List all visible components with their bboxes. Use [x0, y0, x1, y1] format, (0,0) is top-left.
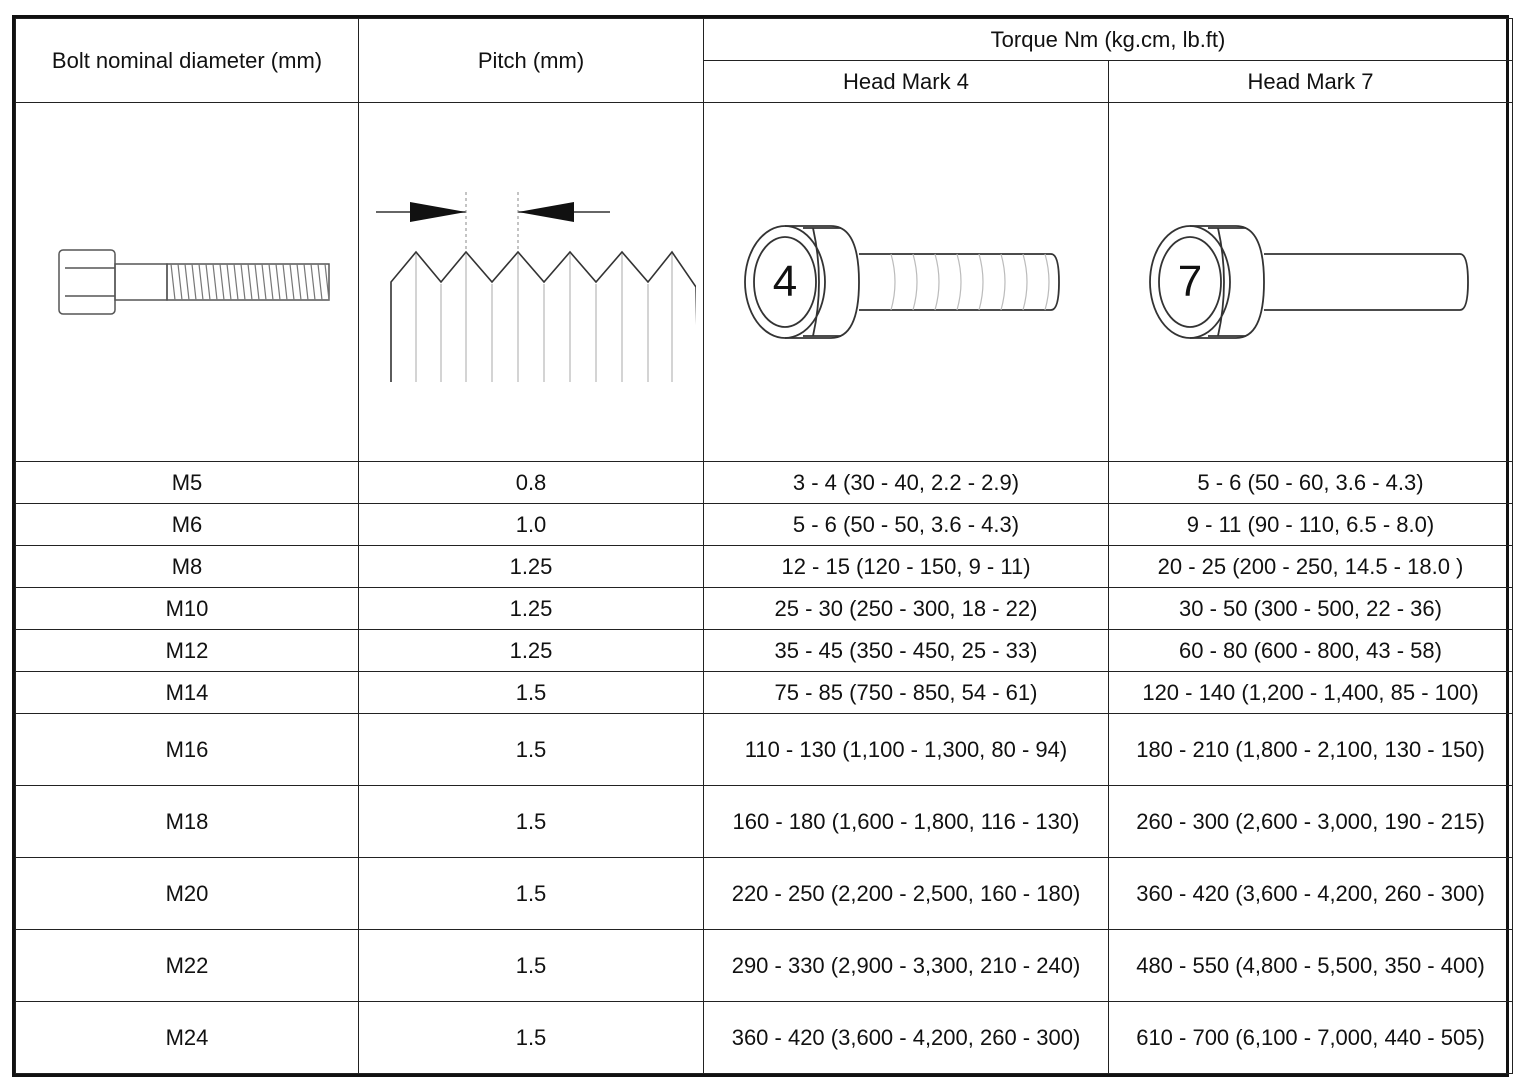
table-row	[16, 858, 1513, 930]
cell-torque-head-mark-4: 5 - 6 (50 - 50, 3.6 - 4.3)	[704, 504, 1109, 546]
thread-pitch-diagram	[366, 182, 696, 382]
cell-bolt-diameter: M22	[16, 930, 359, 1002]
cell-torque-head-mark-4: 35 - 45 (350 - 450, 25 - 33)	[704, 630, 1109, 672]
cell-bolt-diameter: M24	[16, 1002, 359, 1074]
table-row	[16, 630, 1513, 672]
cell-torque-head-mark-4: 75 - 85 (750 - 850, 54 - 61)	[704, 672, 1109, 714]
cell-pitch: 1.5	[359, 672, 704, 714]
table-row	[16, 504, 1513, 546]
cell-bolt-diameter: M16	[16, 714, 359, 786]
header-head-mark-7: Head Mark 7	[1109, 61, 1513, 103]
cell-torque-head-mark-4: 3 - 4 (30 - 40, 2.2 - 2.9)	[704, 462, 1109, 504]
cell-pitch: 1.5	[359, 714, 704, 786]
cell-torque-head-mark-7: 20 - 25 (200 - 250, 14.5 - 18.0 )	[1109, 546, 1513, 588]
cell-bolt-diameter: M20	[16, 858, 359, 930]
cell-torque-head-mark-4: 220 - 250 (2,200 - 2,500, 160 - 180)	[704, 858, 1109, 930]
cell-torque-head-mark-7: 120 - 140 (1,200 - 1,400, 85 - 100)	[1109, 672, 1513, 714]
table-row	[16, 546, 1513, 588]
table-row	[16, 462, 1513, 504]
cell-bolt-diameter: M6	[16, 504, 359, 546]
cell-bolt-diameter: M10	[16, 588, 359, 630]
cell-torque-head-mark-4: 360 - 420 (3,600 - 4,200, 260 - 300)	[704, 1002, 1109, 1074]
cell-torque-head-mark-7: 260 - 300 (2,600 - 3,000, 190 - 215)	[1109, 786, 1513, 858]
cell-bolt-diameter: M12	[16, 630, 359, 672]
header-torque: Torque Nm (kg.cm, lb.ft)	[704, 19, 1513, 61]
cell-pitch: 1.25	[359, 588, 704, 630]
cell-bolt-diameter: M5	[16, 462, 359, 504]
header-head-mark-4: Head Mark 4	[704, 61, 1109, 103]
bolt-head-mark-4-illustration	[741, 212, 1071, 352]
bolt-side-illustration	[37, 222, 337, 342]
torque-spec-table-frame	[12, 15, 1509, 1077]
cell-torque-head-mark-7: 5 - 6 (50 - 60, 3.6 - 4.3)	[1109, 462, 1513, 504]
head-mark-7-illustration-cell	[1109, 103, 1513, 462]
cell-torque-head-mark-4: 12 - 15 (120 - 150, 9 - 11)	[704, 546, 1109, 588]
cell-pitch: 1.25	[359, 630, 704, 672]
cell-pitch: 1.5	[359, 786, 704, 858]
table-row	[16, 930, 1513, 1002]
table-row	[16, 786, 1513, 858]
cell-torque-head-mark-7: 610 - 700 (6,100 - 7,000, 440 - 505)	[1109, 1002, 1513, 1074]
cell-torque-head-mark-4: 110 - 130 (1,100 - 1,300, 80 - 94)	[704, 714, 1109, 786]
cell-torque-head-mark-7: 180 - 210 (1,800 - 2,100, 130 - 150)	[1109, 714, 1513, 786]
cell-pitch: 0.8	[359, 462, 704, 504]
cell-pitch: 1.5	[359, 858, 704, 930]
cell-torque-head-mark-4: 160 - 180 (1,600 - 1,800, 116 - 130)	[704, 786, 1109, 858]
bolt-head-mark-7-illustration	[1146, 212, 1476, 352]
header-bolt-diameter: Bolt nominal diameter (mm)	[16, 19, 359, 103]
cell-torque-head-mark-7: 480 - 550 (4,800 - 5,500, 350 - 400)	[1109, 930, 1513, 1002]
cell-bolt-diameter: M14	[16, 672, 359, 714]
cell-torque-head-mark-4: 25 - 30 (250 - 300, 18 - 22)	[704, 588, 1109, 630]
head-mark-7-label: 7	[1177, 257, 1202, 306]
cell-torque-head-mark-7: 360 - 420 (3,600 - 4,200, 260 - 300)	[1109, 858, 1513, 930]
bolt-side-illustration-cell	[16, 103, 359, 462]
pitch-arrow-right-icon	[518, 202, 574, 222]
cell-pitch: 1.0	[359, 504, 704, 546]
cell-pitch: 1.25	[359, 546, 704, 588]
cell-pitch: 1.5	[359, 930, 704, 1002]
cell-pitch: 1.5	[359, 1002, 704, 1074]
table-row	[16, 714, 1513, 786]
cell-bolt-diameter: M8	[16, 546, 359, 588]
torque-spec-table	[15, 18, 1513, 1074]
cell-torque-head-mark-4: 290 - 330 (2,900 - 3,300, 210 - 240)	[704, 930, 1109, 1002]
cell-torque-head-mark-7: 60 - 80 (600 - 800, 43 - 58)	[1109, 630, 1513, 672]
table-row	[16, 588, 1513, 630]
pitch-arrow-left-icon	[410, 202, 466, 222]
cell-torque-head-mark-7: 9 - 11 (90 - 110, 6.5 - 8.0)	[1109, 504, 1513, 546]
header-pitch: Pitch (mm)	[359, 19, 704, 103]
table-row	[16, 672, 1513, 714]
head-mark-4-label: 4	[772, 257, 798, 306]
cell-torque-head-mark-7: 30 - 50 (300 - 500, 22 - 36)	[1109, 588, 1513, 630]
cell-bolt-diameter: M18	[16, 786, 359, 858]
head-mark-4-illustration-cell	[704, 103, 1109, 462]
pitch-illustration-cell	[359, 103, 704, 462]
table-row	[16, 1002, 1513, 1074]
